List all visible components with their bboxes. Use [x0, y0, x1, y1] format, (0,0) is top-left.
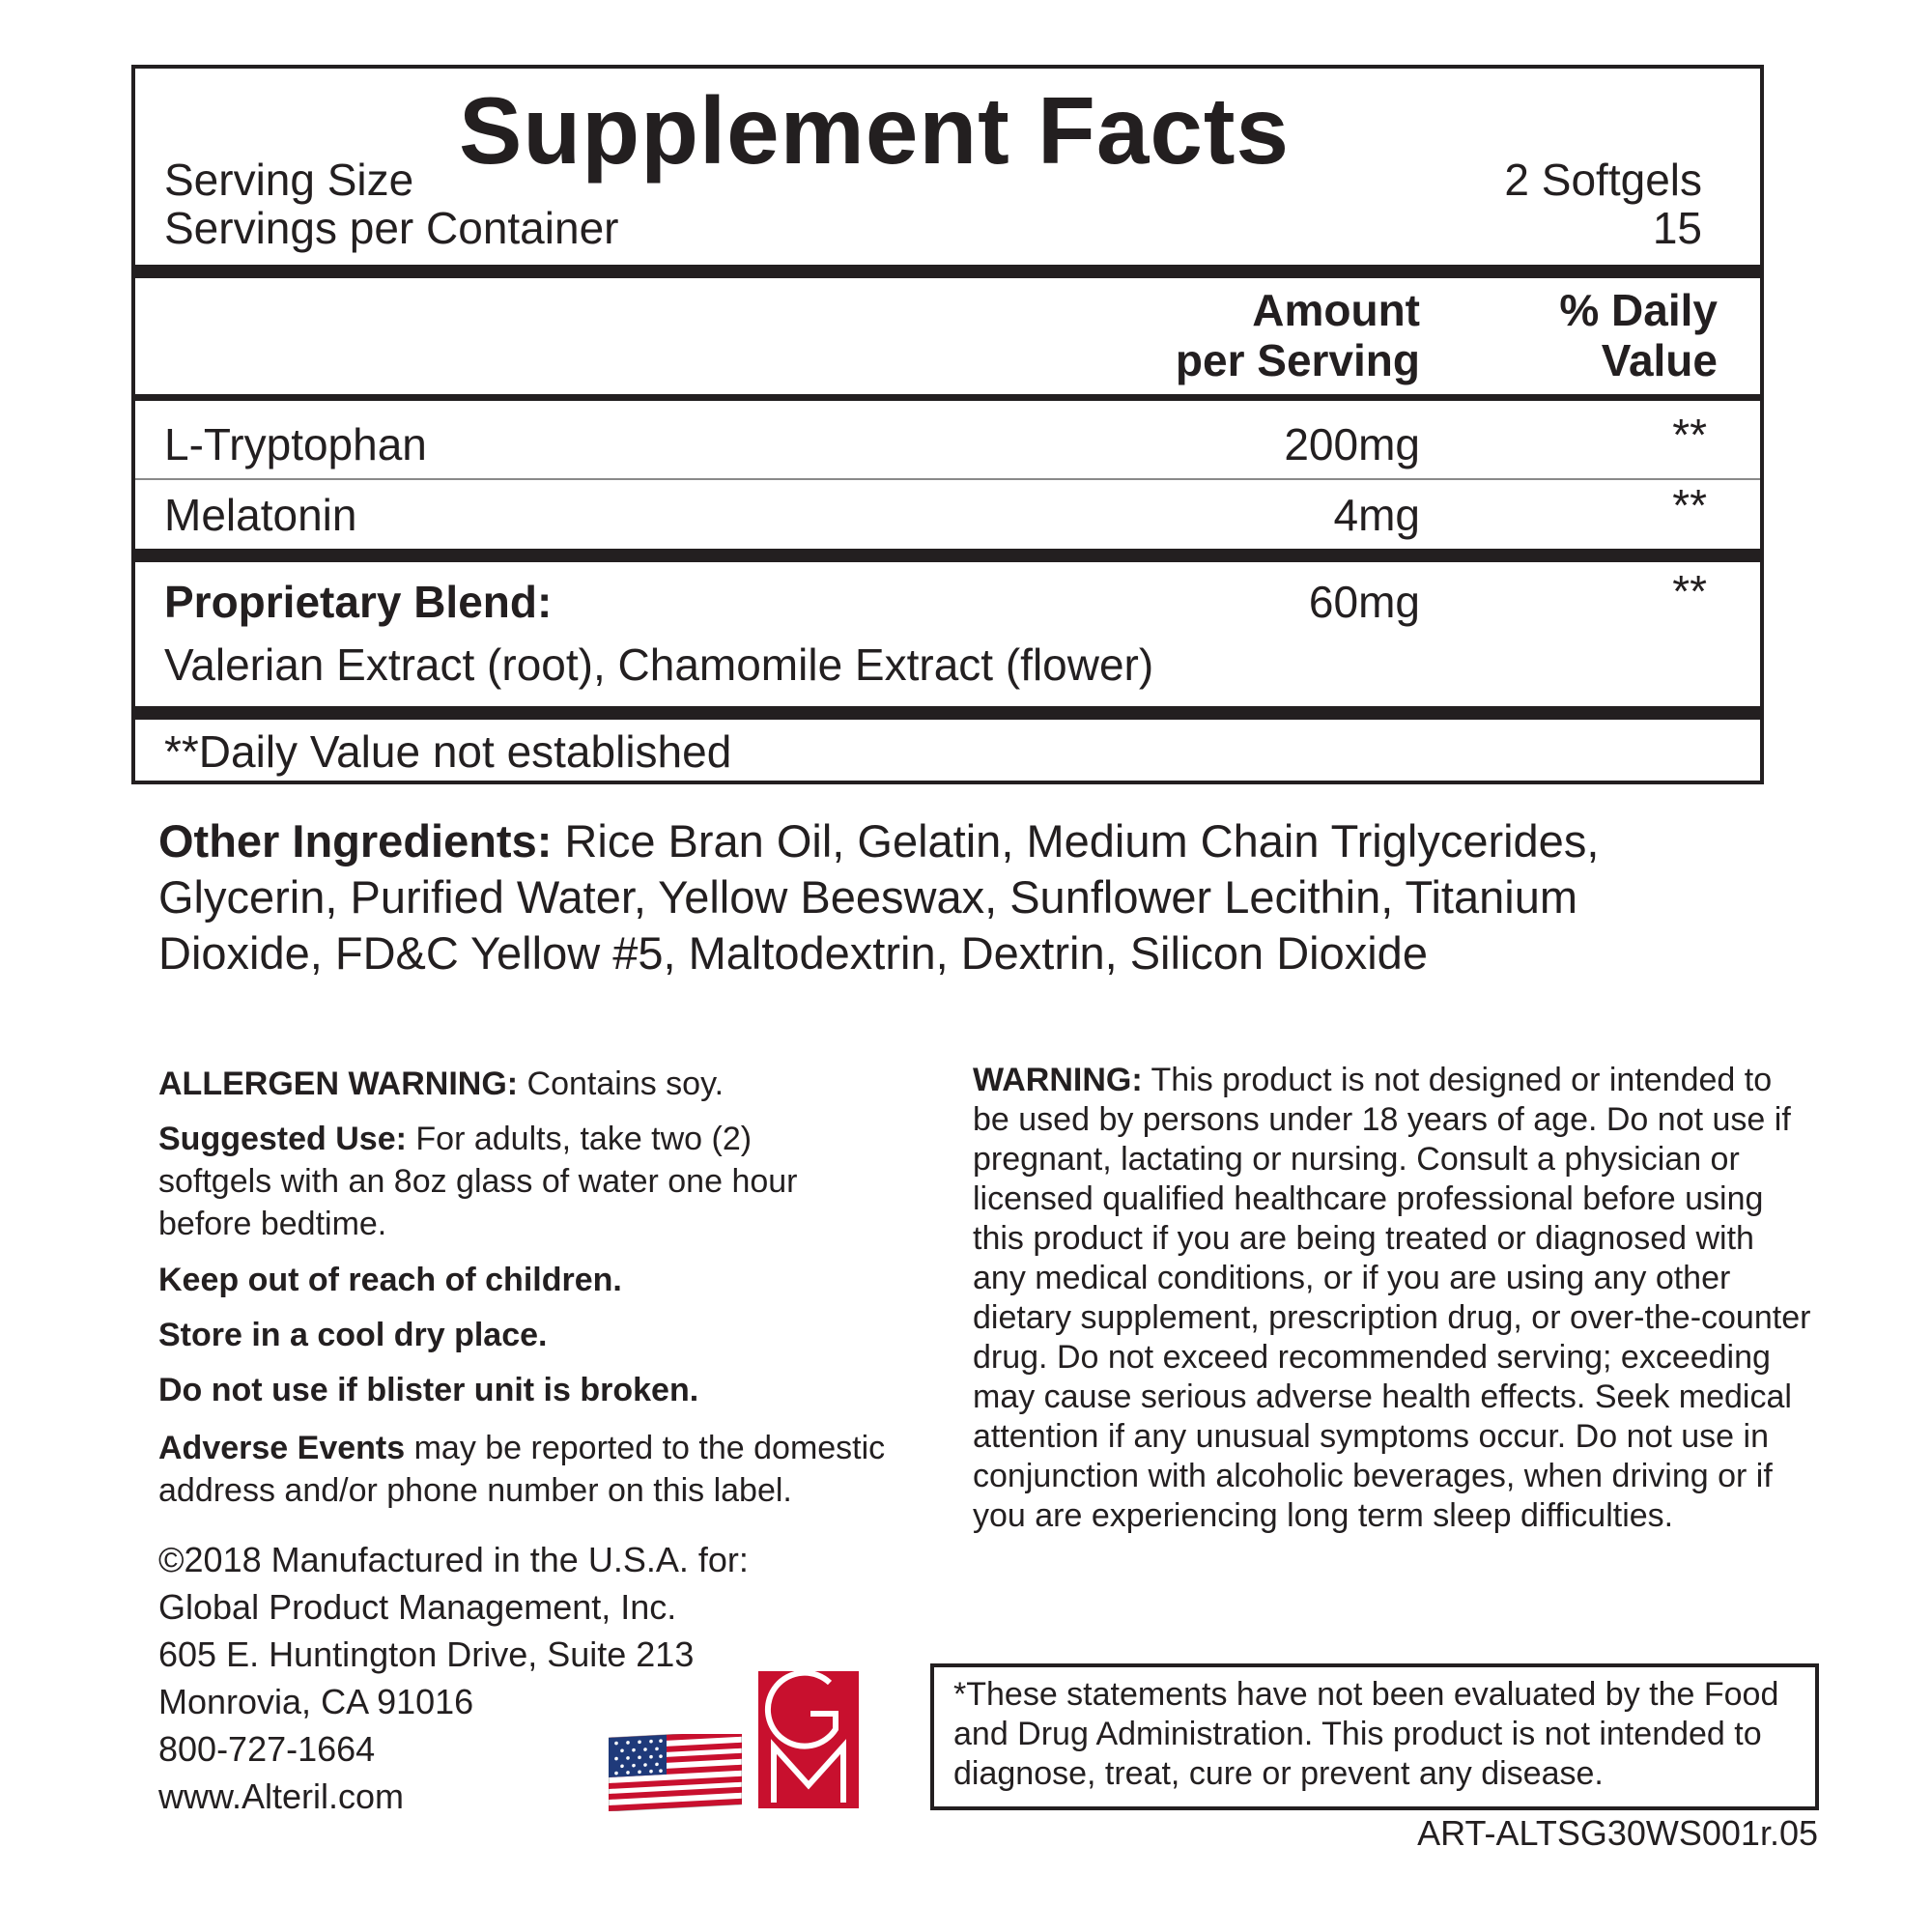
blister-text: Do not use if blister unit is broken. — [158, 1372, 699, 1408]
daily-value-footnote: **Daily Value not established — [164, 726, 732, 777]
adverse-events — [158, 1427, 922, 1512]
us-flag-icon — [609, 1734, 742, 1811]
keep-out-text: Keep out of reach of children. — [158, 1262, 622, 1298]
col-amount-header-1: Amount — [1252, 285, 1420, 335]
allergen-warning — [158, 1063, 912, 1105]
storage-notice — [158, 1314, 912, 1356]
suggested-use-label: Suggested Use: — [158, 1121, 407, 1157]
allergen-label: ALLERGEN WARNING: — [158, 1065, 519, 1102]
nutrient-dv: ** — [1672, 480, 1707, 530]
col-amount-header-2: per Serving — [1175, 335, 1420, 385]
warning-body: This product is not designed or intended to be used by persons under 18 years of age. Do not use if pregnant, lactating or nursing. Consult a physician or licensed qualified healthcare professional before using this product if you are being treated or diagnosed with any medical conditions, or if you are using any other dietary supplement, prescription drug, or over-the-counter drug. Do not exceed recommended serving; exceeding may cause serious adverse health effects. Seek medical attention if any unusual symptoms occur. Do not use in conjunction with alcoholic beverages, when driving or if you are experiencing long term sleep difficulties. — [973, 1062, 1811, 1534]
adverse-events-text: may be reported to the domestic address and/or phone number on this label. — [158, 1430, 886, 1509]
servings-per-container-value: 15 — [1652, 203, 1702, 253]
nutrient-name: L-Tryptophan — [164, 419, 427, 469]
company-name: Global Product Management, Inc. — [158, 1587, 677, 1627]
adverse-events-label: Adverse Events — [158, 1430, 406, 1466]
supplement-facts-panel — [131, 65, 1764, 784]
blend-ingredients: Valerian Extract (root), Chamomile Extract (flower) — [164, 639, 1154, 690]
website-url: www.Alteril.com — [158, 1776, 405, 1816]
nutrient-name: Melatonin — [164, 490, 357, 540]
warning-label: WARNING: — [973, 1062, 1143, 1098]
col-dv-header-1: % Daily — [1559, 285, 1718, 335]
other-ingredients-text: Rice Bran Oil, Gelatin, Medium Chain Triglycerides, Glycerin, Purified Water, Yellow Beeswax, Sunflower Lecithin, Titanium Dioxide, FD&C Yellow #5, Maltodextrin, Dextrin, Silicon Dioxide — [158, 815, 1600, 979]
blend-dv: ** — [1672, 566, 1707, 616]
fda-disclaimer: *These statements have not been evaluated by the Food and Drug Administration. This product is not intended to diagnose, treat, cure or prevent any disease. — [930, 1663, 1819, 1810]
allergen-text: Contains soy. — [518, 1065, 724, 1102]
nutrient-amount: 4mg — [1333, 490, 1420, 540]
thick-divider — [135, 265, 1760, 278]
art-code: ART-ALTSG30WS001r.05 — [1417, 1813, 1818, 1853]
gpm-logo — [758, 1671, 859, 1808]
storage-text: Store in a cool dry place. — [158, 1317, 548, 1353]
blister-notice — [158, 1369, 912, 1411]
serving-size-value: 2 Softgels — [1504, 155, 1702, 205]
header-divider — [135, 394, 1760, 401]
phone-number: 800-727-1664 — [158, 1729, 376, 1769]
street-address: 605 E. Huntington Drive, Suite 213 — [158, 1634, 695, 1674]
col-dv-header-2: Value — [1601, 335, 1718, 385]
city-address: Monrovia, CA 91016 — [158, 1682, 474, 1721]
servings-per-container-label: Servings per Container — [164, 203, 619, 253]
nutrient-dv: ** — [1672, 410, 1707, 460]
manufactured-line: ©2018 Manufactured in the U.S.A. for: — [158, 1540, 749, 1579]
suggested-use-text: For adults, take two (2) softgels with an 8oz glass of water one hour before bedtime. — [158, 1121, 798, 1242]
thick-divider — [135, 549, 1760, 562]
blend-name: Proprietary Blend: — [164, 577, 553, 627]
thick-divider — [135, 706, 1760, 720]
suggested-use — [158, 1118, 873, 1245]
nutrient-amount: 200mg — [1284, 419, 1420, 469]
warning-text — [973, 1061, 1813, 1536]
facts-title: Supplement Facts — [459, 77, 1291, 184]
blend-amount: 60mg — [1308, 577, 1420, 627]
other-ingredients-label: Other Ingredients: — [158, 815, 553, 867]
other-ingredients — [158, 813, 1704, 981]
serving-size-label: Serving Size — [164, 155, 414, 205]
row-divider — [135, 478, 1760, 480]
keep-out-notice — [158, 1259, 912, 1301]
